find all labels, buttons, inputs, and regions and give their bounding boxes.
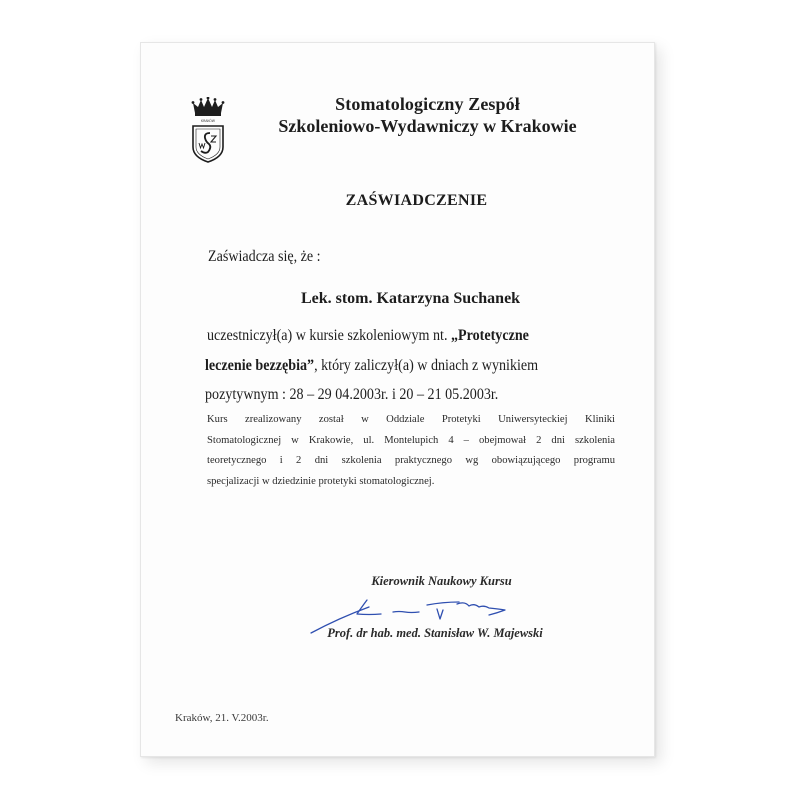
- description-line: teoretycznego i 2 dni szkolenia praktycznego wg obowiązującego programu: [207, 455, 615, 467]
- body-line-2: [205, 357, 538, 375]
- intro-text: Zaświadcza się, że :: [208, 248, 321, 265]
- course-title-part1: „Protetyczne: [450, 327, 529, 344]
- organization-name-line1: Stomatologiczny Zespół: [335, 94, 520, 114]
- description-line: Stomatologicznej w Krakowie, ul. Montelupich 4 – obejmował 2 dni szkolenia: [207, 434, 615, 446]
- course-title-part2: leczenie bezzębia”: [205, 357, 315, 374]
- body-line-1: [207, 327, 529, 345]
- logo-caption: KRAKÓW: [201, 119, 215, 123]
- body-line-3: pozytywnym : 28 – 29 04.2003r. i 20 – 21 05.2003r.: [205, 386, 499, 403]
- recipient-name: Lek. stom. Katarzyna Suchanek: [300, 290, 521, 307]
- organization-name-line2: Szkoleniowo-Wydawniczy w Krakowie: [278, 116, 577, 136]
- signatory-role: Kierownik Naukowy Kursu: [371, 574, 512, 588]
- signatory-name: Prof. dr hab. med. Stanisław W. Majewski: [327, 626, 543, 640]
- description-line: specjalizacji w dziedzinie protetyki stomatologicznej.: [207, 475, 435, 487]
- certificate-page: [140, 42, 655, 757]
- place-and-date: Kraków, 21. V.2003r.: [175, 712, 269, 724]
- description-line: Kurs zrealizowany został w Oddziale Protetyki Uniwersyteckiej Kliniki: [207, 414, 615, 425]
- body-line1-prefix: uczestniczył(a) w kursie szkoleniowym nt.: [207, 327, 451, 344]
- body-line2-suffix: , który zaliczył(a) w dniach z wynikiem: [314, 357, 539, 374]
- document-title: ZAŚWIADCZENIE: [345, 192, 488, 209]
- course-description: [207, 410, 615, 492]
